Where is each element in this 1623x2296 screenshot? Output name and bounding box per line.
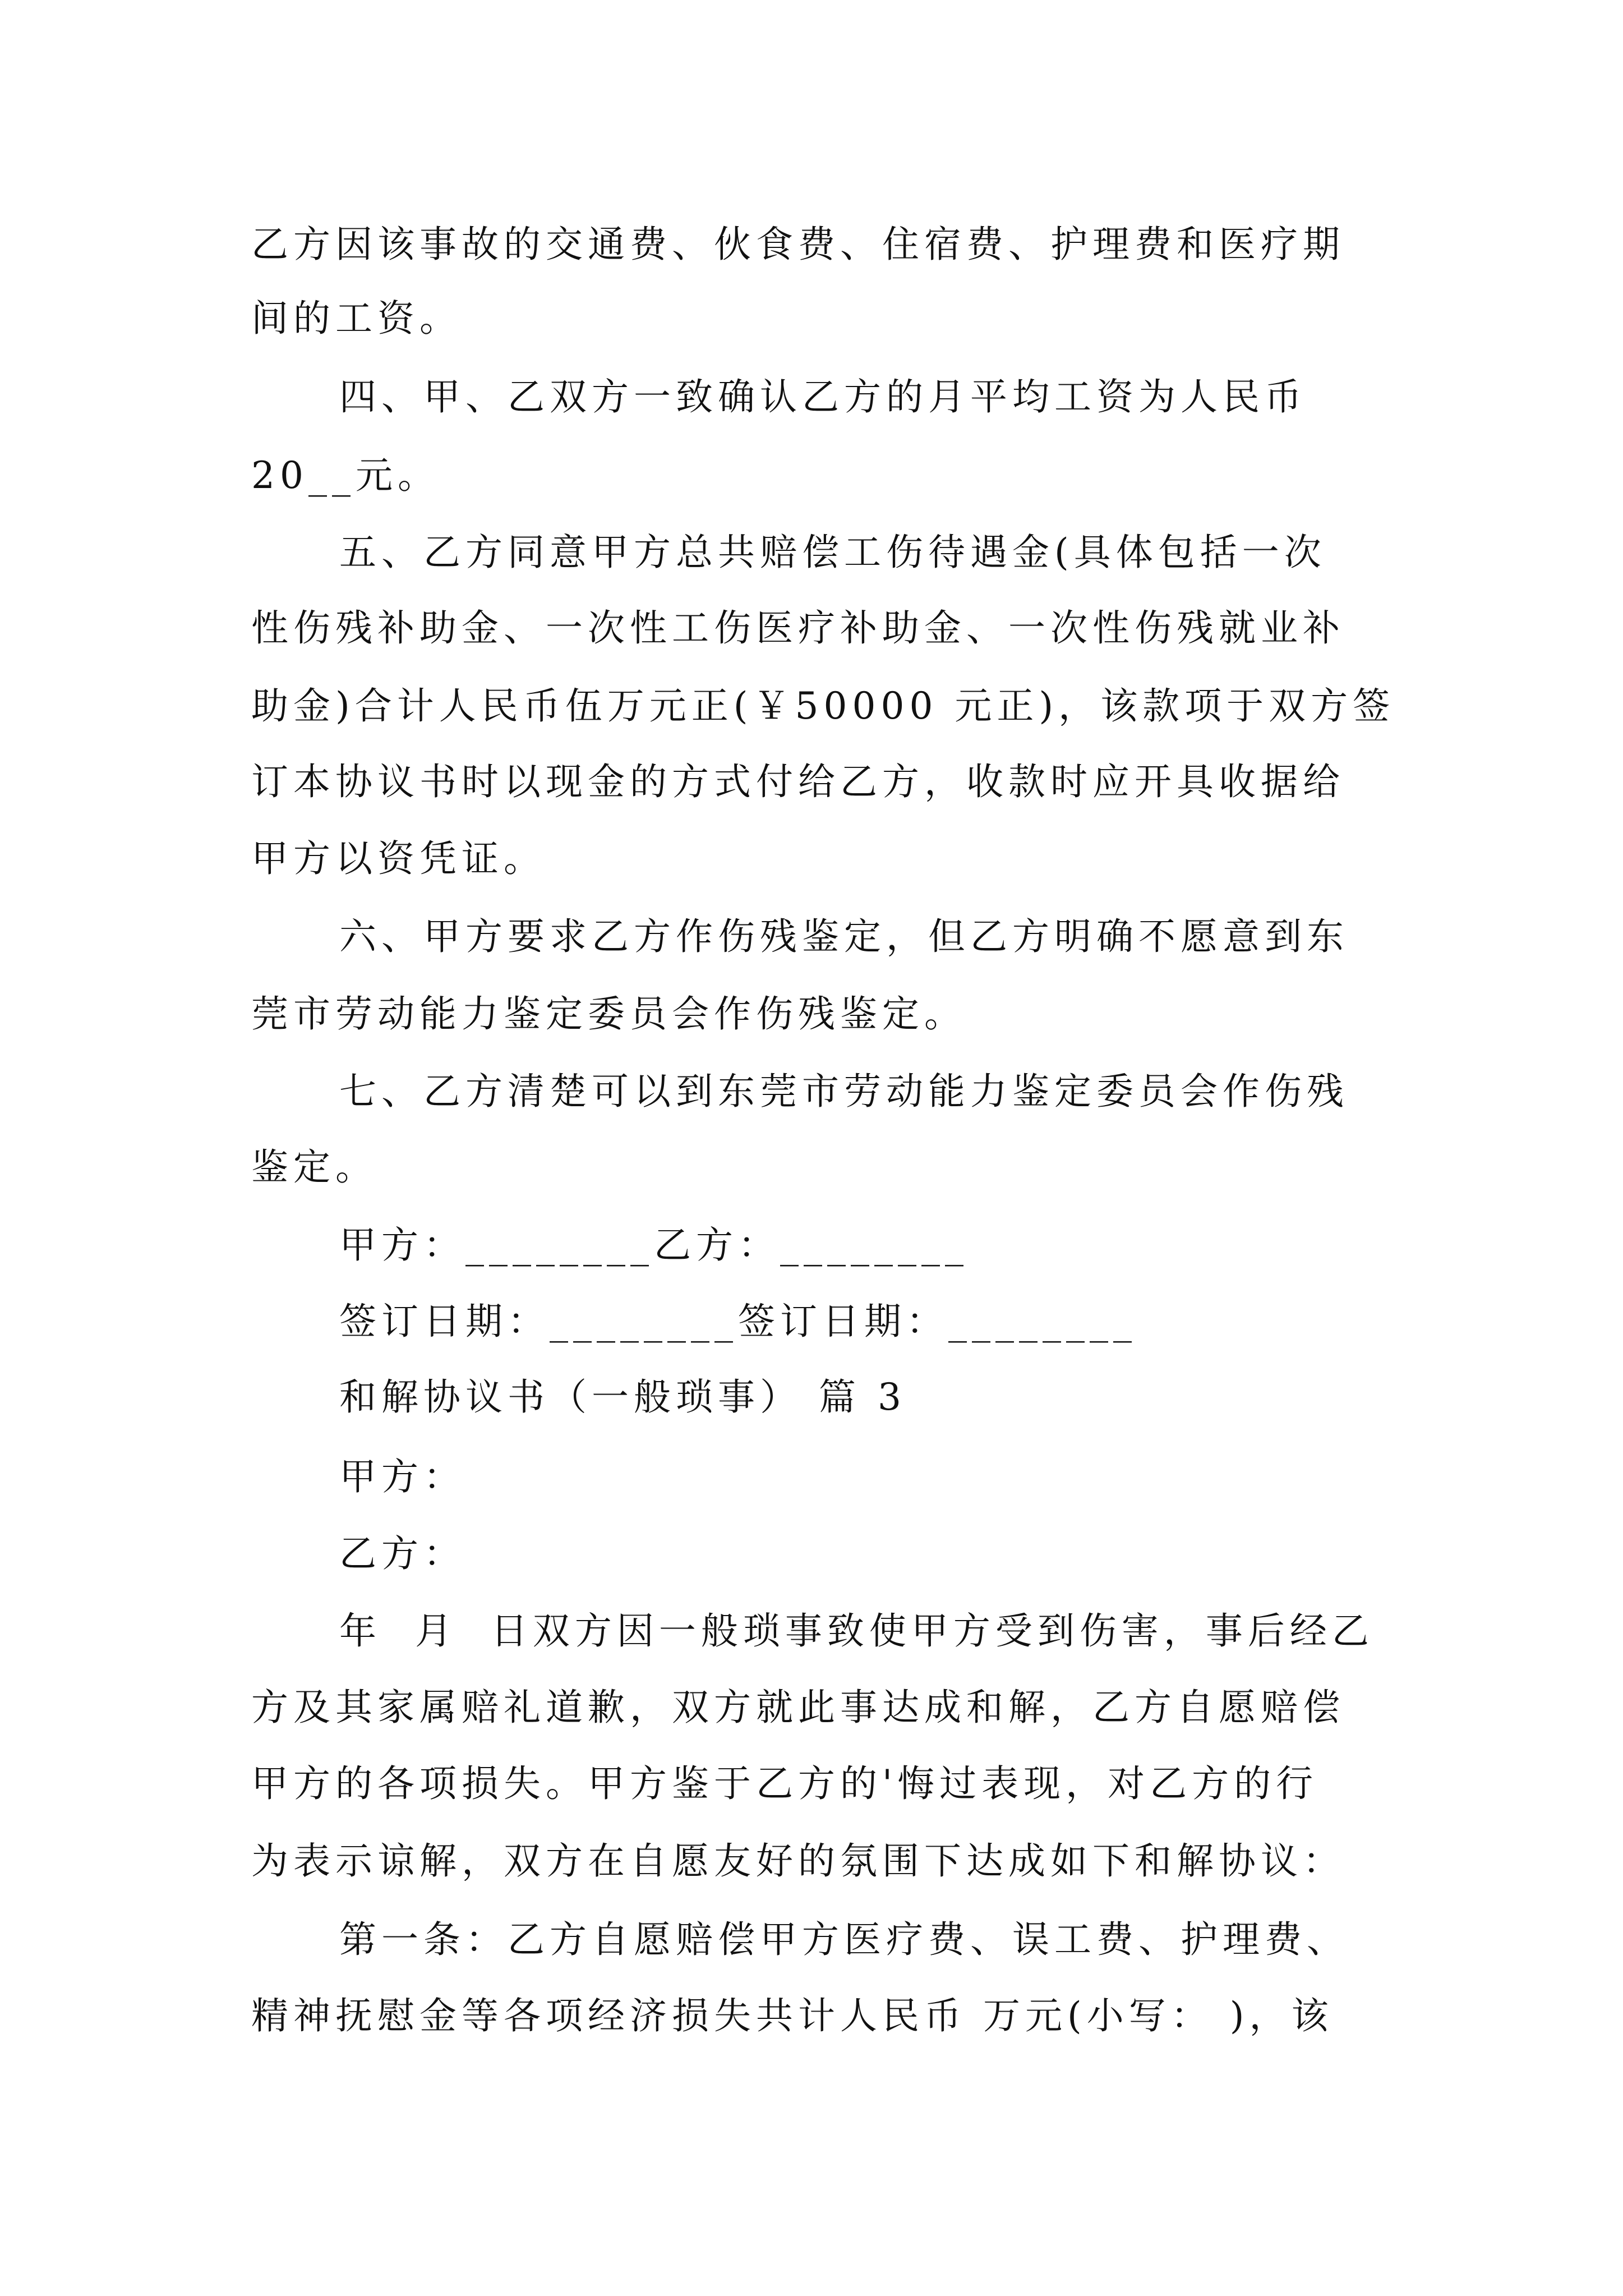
paragraph-line: 鉴定。 <box>251 1145 377 1189</box>
paragraph-line: 方及其家属赔礼道歉，双方就此事达成和解，乙方自愿赔偿 <box>251 1686 1345 1729</box>
clause-five-line: 五、乙方同意甲方总共赔偿工伤待遇金(具体包括一次 <box>339 531 1326 574</box>
signature-date-line: 签订日期：________签订日期：________ <box>339 1300 1137 1343</box>
paragraph-line: 甲方的各项损失。甲方鉴于乙方的'悔过表现，对乙方的行 <box>251 1762 1318 1805</box>
paragraph-line: 莞市劳动能力鉴定委员会作伤残鉴定。 <box>251 992 966 1036</box>
paragraph-line: 性伤残补助金、一次性工伤医疗补助金、一次性伤残就业补 <box>251 606 1345 650</box>
section-title: 和解协议书（一般琐事） 篇 3 <box>339 1375 906 1419</box>
party-a-label: 甲方： <box>339 1455 465 1498</box>
clause-six-line: 六、甲方要求乙方作伤残鉴定，但乙方明确不愿意到东 <box>339 915 1349 958</box>
clause-seven-line: 七、乙方清楚可以到东莞市劳动能力鉴定委员会作伤残 <box>339 1070 1349 1113</box>
signature-parties-line: 甲方：________乙方：________ <box>339 1223 969 1267</box>
paragraph-line: 甲方以资凭证。 <box>251 837 546 880</box>
paragraph-line: 乙方因该事故的交通费、伙食费、住宿费、护理费和医疗期 <box>251 223 1345 266</box>
paragraph-line: 20__元。 <box>251 454 440 497</box>
paragraph-line: 年 月 日双方因一般琐事致使甲方受到伤害，事后经乙 <box>339 1609 1374 1653</box>
paragraph-line: 为表示谅解，双方在自愿友好的氛围下达成如下和解协议： <box>251 1839 1345 1883</box>
paragraph-line: 订本协议书时以现金的方式付给乙方，收款时应开具收据给 <box>251 760 1345 803</box>
party-b-label: 乙方： <box>339 1532 465 1575</box>
clause-four-line: 四、甲、乙双方一致确认乙方的月平均工资为人民币 <box>339 375 1307 418</box>
paragraph-line: 间的工资。 <box>251 297 462 340</box>
paragraph-line: 助金)合计人民币伍万元正(￥50000 元正)，该款项于双方签 <box>251 684 1395 728</box>
paragraph-line: 精神抚慰金等各项经济损失共计人民币 万元(小写： )，该 <box>251 1994 1334 2037</box>
article-one-line: 第一条：乙方自愿赔偿甲方医疗费、误工费、护理费、 <box>339 1918 1349 1961</box>
